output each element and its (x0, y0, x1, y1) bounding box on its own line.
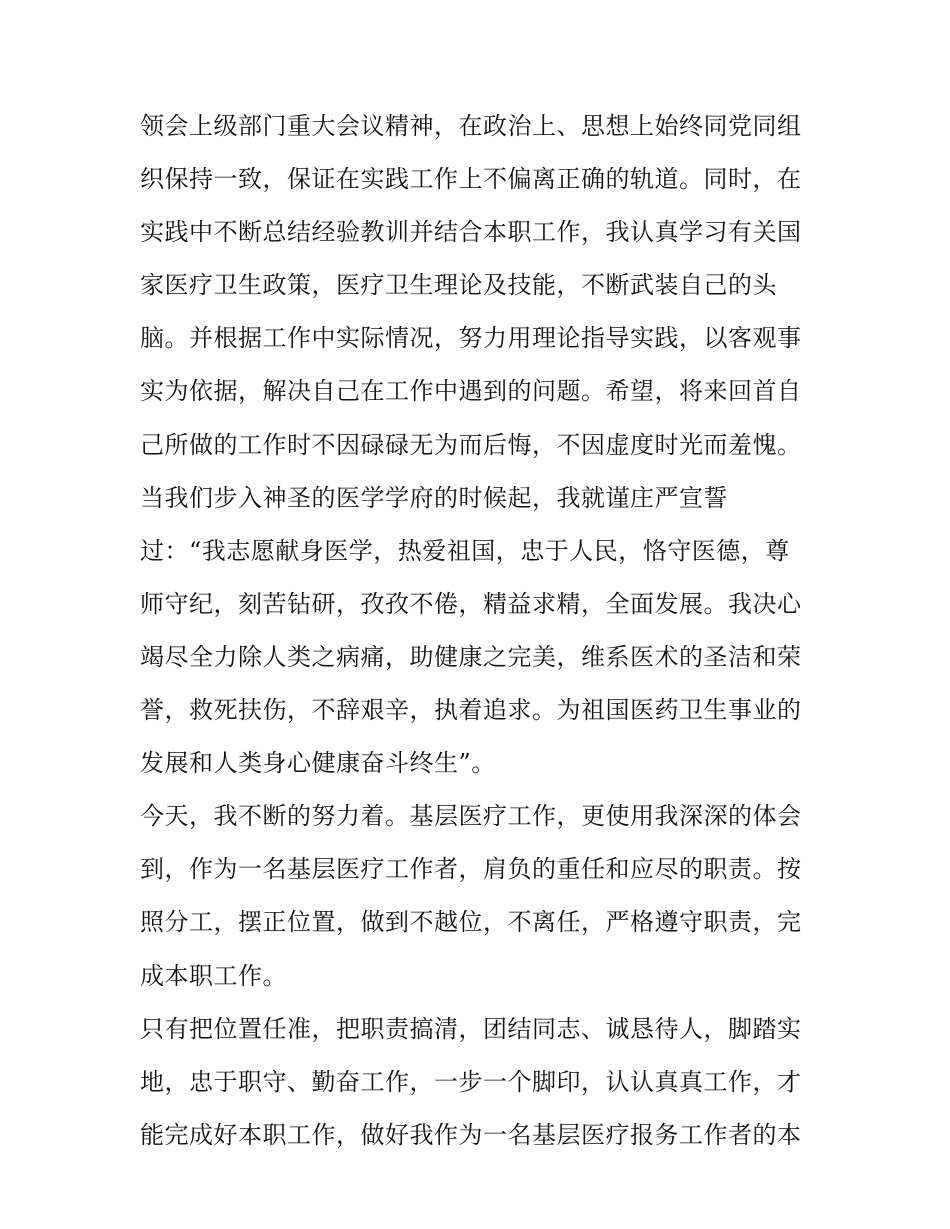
text-line: 过：“我志愿献身医学，热爱祖国，忠于人民，恪守医德，尊 (140, 536, 790, 565)
text-line: 誉，救死扶伤，不辞艰辛，执着追求。为祖国医药卫生事业的 (140, 696, 802, 725)
text-line: 实践中不断总结经验教训并结合本职工作，我认真学习有关国 (140, 218, 802, 247)
text-line: 成本职工作。 (140, 961, 287, 990)
body-text (140, 100, 840, 1162)
text-line: 发展和人类身心健康奋斗终生”。 (140, 749, 496, 778)
text-line: 当我们步入神圣的医学学府的时候起，我就谨庄严宣誓 (140, 483, 728, 512)
text-line: 地，忠于职守、勤奋工作，一步一个脚印，认认真真工作，才 (140, 1067, 802, 1096)
text-line: 能完成好本职工作，做好我作为一名基层医疗报务工作者的本 (140, 1120, 802, 1149)
text-line: 实为依据，解决自己在工作中遇到的问题。希望，将来回首自 (140, 377, 802, 406)
text-line: 今天，我不断的努力着。基层医疗工作，更使用我深深的体会 (140, 802, 802, 831)
text-line: 领会上级部门重大会议精神，在政治上、思想上始终同党同组 (140, 112, 802, 140)
text-line: 织保持一致，保证在实践工作上不偏离正确的轨道。同时，在 (140, 165, 802, 194)
text-line: 己所做的工作时不因碌碌无为而后悔，不因虚度时光而羞愧。 (140, 430, 802, 459)
text-line: 只有把位置任准，把职责搞清，团结同志、诚恳待人，脚踏实 (140, 1014, 802, 1043)
text-line: 照分工，摆正位置，做到不越位，不离任，严格遵守职责，完 (140, 908, 802, 937)
text-line: 脑。并根据工作中实际情况，努力用理论指导实践，以客观事 (140, 324, 802, 353)
text-line: 竭尽全力除人类之病痛，助健康之完美，维系医术的圣洁和荣 (140, 642, 802, 671)
text-line: 师守纪，刻苦钻研，孜孜不倦，精益求精，全面发展。我决心 (140, 589, 802, 618)
text-line: 家医疗卫生政策，医疗卫生理论及技能，不断武装自己的头 (140, 271, 777, 300)
text-line: 到，作为一名基层医疗工作者，肩负的重任和应尽的职责。按 (140, 855, 802, 884)
